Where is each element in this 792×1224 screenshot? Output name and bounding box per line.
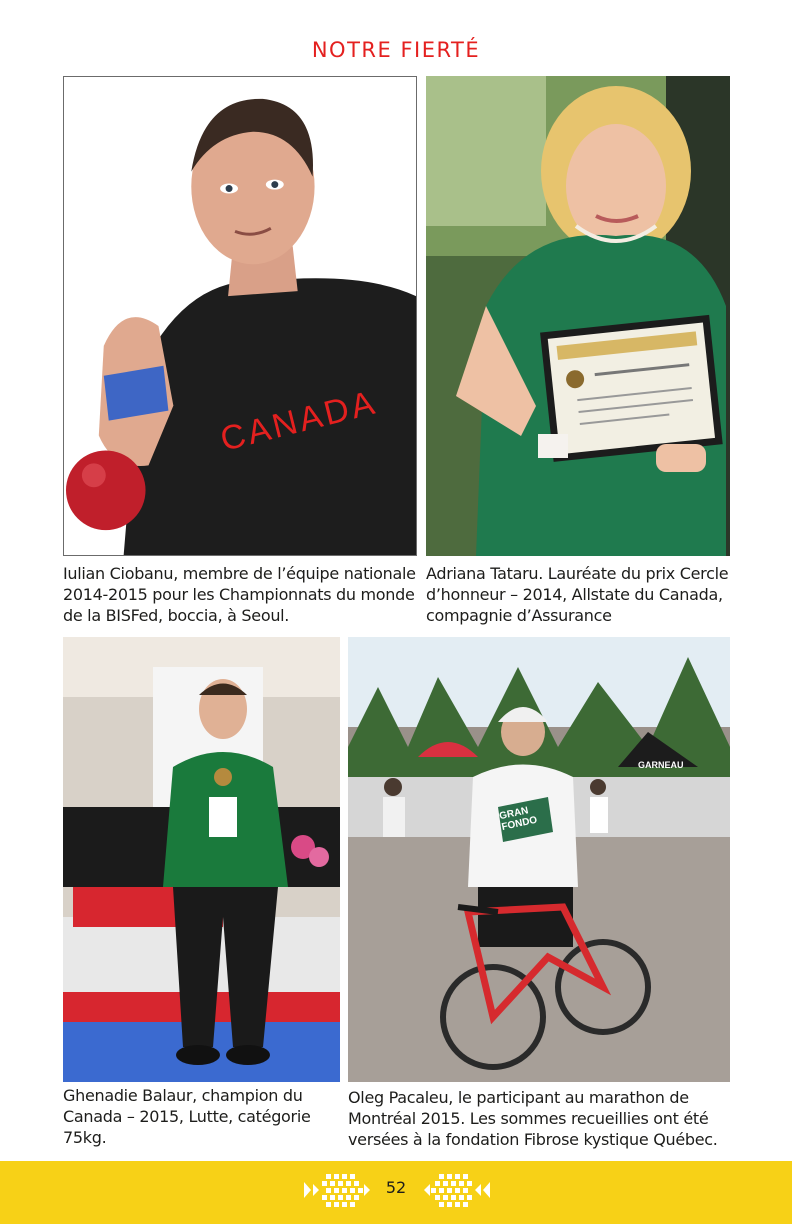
shirt-text: CANADA bbox=[216, 383, 381, 459]
photo-ghenadie-balaur bbox=[63, 637, 340, 1082]
page-number: 52 bbox=[385, 1178, 407, 1197]
photo-iulian-ciobanu bbox=[63, 76, 417, 556]
caption-iulian-ciobanu: Iulian Ciobanu, membre de l’équipe nationale 2014-2015 pour les Championnats du monde de la BISFed, boccia, à Seoul. bbox=[63, 564, 416, 625]
page-title: NOTRE FIERTÉ bbox=[311, 38, 481, 62]
photo-oleg-pacaleu bbox=[348, 637, 730, 1082]
ornament-left-icon bbox=[304, 1170, 374, 1210]
tent-text: GARNEAU bbox=[638, 760, 684, 770]
caption-ghenadie-balaur: Ghenadie Balaur, champion du Canada – 2015, Lutte, catégorie 75kg. bbox=[63, 1086, 311, 1147]
caption-oleg-pacaleu: Oleg Pacaleu, le participant au marathon de Montréal 2015. Les sommes recueillies ont été versées à la fondation Fibrose kystique Québec. bbox=[348, 1088, 718, 1149]
ornament-right-icon bbox=[420, 1170, 490, 1210]
jersey-text: GRAN FONDO bbox=[498, 805, 539, 833]
caption-adriana-tataru: Adriana Tataru. Lauréate du prix Cercle d’honneur – 2014, Allstate du Canada, compagnie d’Assurance bbox=[426, 564, 729, 625]
photo-adriana-tataru bbox=[426, 76, 730, 556]
